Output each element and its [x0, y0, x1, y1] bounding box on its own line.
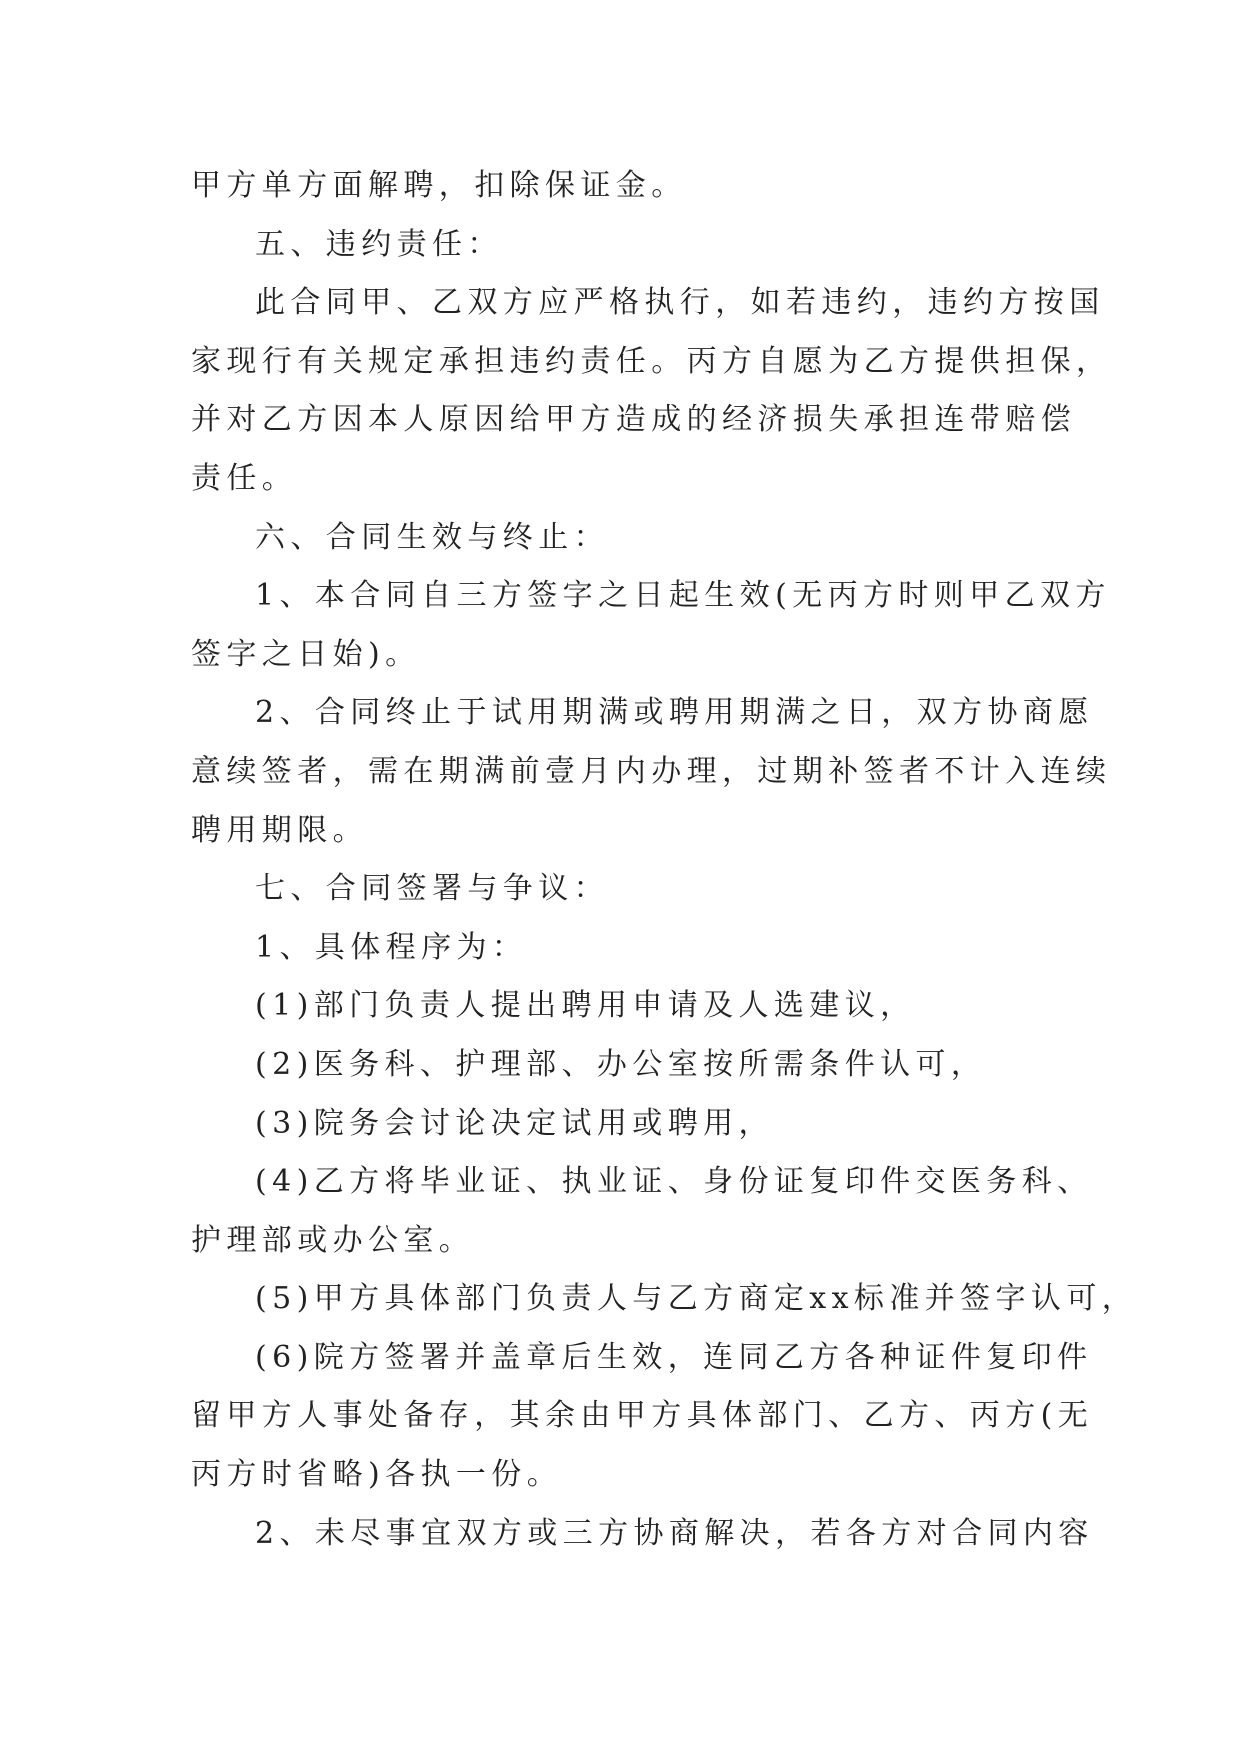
- document-body: [191, 157, 1138, 1563]
- list-item: (5)甲方具体部门负责人与乙方商定xx标准并签字认可，: [255, 1281, 1138, 1317]
- text-line: 意续签者，需在期满前壹月内办理，过期补签者不计入连续: [191, 753, 1112, 789]
- text-line: 留甲方人事处备存，其余由甲方具体部门、乙方、丙方(无: [191, 1398, 1094, 1434]
- text-line: 聘用期限。: [191, 812, 368, 848]
- text-line: 护理部或办公室。: [191, 1222, 475, 1258]
- text-line: 五、违约责任：: [255, 226, 503, 262]
- list-item: (4)乙方将毕业证、执业证、身份证复印件交医务科、: [255, 1164, 1093, 1200]
- list-item: (1)部门负责人提出聘用申请及人选建议，: [255, 988, 916, 1024]
- text-line: 2、未尽事宜双方或三方协商解决，若各方对合同内容: [255, 1515, 1094, 1551]
- section-heading: 六、合同生效与终止：: [255, 519, 609, 555]
- text-line: 并对乙方因本人原因给甲方造成的经济损失承担连带赔偿: [191, 402, 1076, 438]
- text-line: 丙方时省略)各执一份。: [191, 1457, 563, 1493]
- text-line: 1、具体程序为：: [255, 929, 528, 965]
- text-line: 2、合同终止于试用期满或聘用期满之日，双方协商愿: [255, 695, 1094, 731]
- section-heading: 七、合同签署与争议：: [255, 871, 609, 907]
- list-item: (2)医务科、护理部、办公室按所需条件认可，: [255, 1046, 987, 1082]
- list-item: (6)院方签署并盖章后生效，连同乙方各种证件复印件: [255, 1339, 1093, 1375]
- text-line: 家现行有关规定承担违约责任。丙方自愿为乙方提供担保，: [191, 343, 1112, 379]
- text-line: 签字之日始)。: [191, 636, 421, 672]
- text-line: 1、本合同自三方签字之日起生效(无丙方时则甲乙双方: [255, 578, 1111, 614]
- text-line: 甲方单方面解聘，扣除保证金。: [191, 168, 687, 203]
- text-line: 责任。: [191, 460, 298, 496]
- text-line: 此合同甲、乙双方应严格执行，如若违约，违约方按国: [255, 285, 1105, 321]
- list-item: (3)院务会讨论决定试用或聘用，: [255, 1105, 774, 1141]
